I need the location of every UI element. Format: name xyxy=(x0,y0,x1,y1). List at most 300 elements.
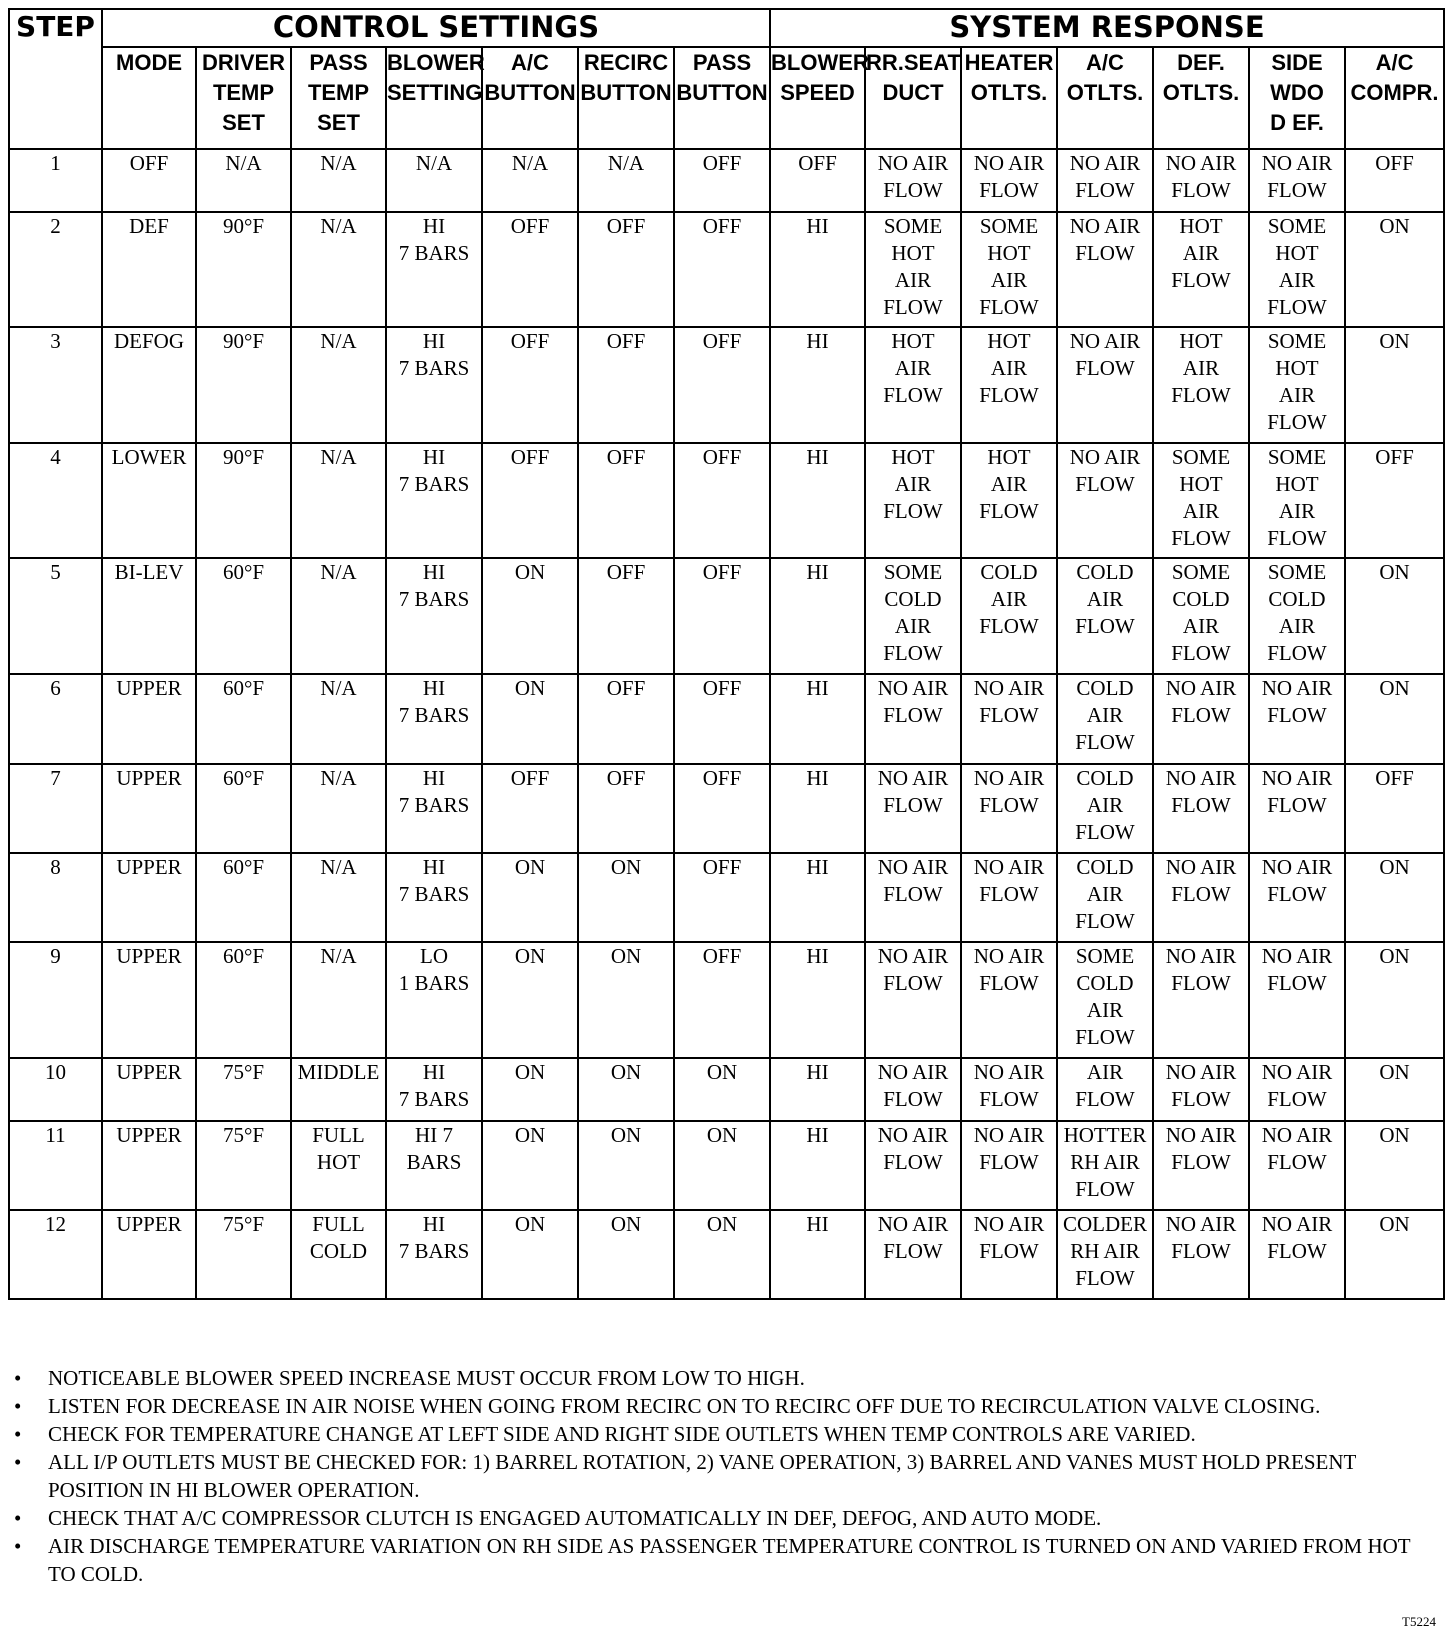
cell-line: FLOW xyxy=(1171,1087,1231,1111)
cell-line: FLOW xyxy=(979,703,1039,727)
cell-line: FLOW xyxy=(979,971,1039,995)
cell-line: AIR xyxy=(1086,587,1124,611)
cell-line: ON xyxy=(610,1123,642,1147)
note-text: LISTEN FOR DECREASE IN AIR NOISE WHEN GOING FROM RECIRC ON TO RECIRC OFF DUE TO RECIRCULATION VALVE CLOSING. xyxy=(48,1394,1321,1418)
table-cell xyxy=(770,1121,865,1210)
cell-line: UPPER xyxy=(116,1123,182,1147)
note-item xyxy=(12,1364,1432,1392)
cell-line: HI xyxy=(422,329,446,353)
cell-line: FLOW xyxy=(883,793,943,817)
bullet-icon: • xyxy=(14,1450,22,1474)
cell-line: SOME xyxy=(979,214,1039,238)
cell-line: FLOW xyxy=(979,178,1039,202)
cell-line: COLD xyxy=(980,560,1038,584)
cell-line: NO AIR xyxy=(1069,214,1141,238)
cell-line: COLD xyxy=(309,1239,368,1263)
cell-line: NO AIR xyxy=(1165,151,1237,175)
table-cell xyxy=(196,212,291,327)
table-cell xyxy=(386,1210,482,1299)
table-row xyxy=(9,558,1444,674)
step-number: 4 xyxy=(9,443,102,558)
column-header xyxy=(674,47,770,149)
cell-line: HOT xyxy=(891,445,935,469)
cell-line: 90°F xyxy=(222,329,265,353)
cell-line: N/A xyxy=(320,214,357,238)
cell-line: AIR xyxy=(894,356,932,380)
cell-line: NO AIR xyxy=(1165,855,1237,879)
table-cell xyxy=(865,327,961,443)
cell-line: 60°F xyxy=(222,944,265,968)
table-cell xyxy=(1153,1058,1249,1121)
cell-line: NO AIR xyxy=(1261,1060,1333,1084)
table-cell xyxy=(961,1210,1057,1299)
cell-line: FLOW xyxy=(1075,730,1135,754)
cell-line: HOT xyxy=(987,329,1031,353)
table-cell xyxy=(386,558,482,674)
table-cell xyxy=(674,558,770,674)
table-cell xyxy=(1345,764,1444,853)
control-settings-header: CONTROL SETTINGS xyxy=(102,9,770,47)
cell-line: COMPR. xyxy=(1350,80,1439,105)
cell-line: OFF xyxy=(606,676,646,700)
cell-line: FLOW xyxy=(979,882,1039,906)
table-cell xyxy=(961,853,1057,942)
table-cell xyxy=(865,1121,961,1210)
step-number: 2 xyxy=(9,212,102,327)
cell-line: OFF xyxy=(510,766,550,790)
cell-line: FLOW xyxy=(1267,641,1327,665)
cell-line: COLD xyxy=(1076,971,1134,995)
cell-line: RECIRC xyxy=(583,50,669,75)
column-header xyxy=(1057,47,1153,149)
cell-line: 60°F xyxy=(222,560,265,584)
table-cell xyxy=(102,853,196,942)
cell-line: TEMP xyxy=(307,80,370,105)
table-cell xyxy=(578,327,674,443)
cell-line: FLOW xyxy=(1171,641,1231,665)
cell-line: OFF xyxy=(798,151,837,175)
bullet-icon: • xyxy=(14,1422,22,1446)
table-cell xyxy=(1153,853,1249,942)
table-cell xyxy=(291,764,386,853)
cell-line: NO AIR xyxy=(973,855,1045,879)
cell-line: BARS xyxy=(406,1150,462,1174)
cell-line: NO AIR xyxy=(1261,944,1333,968)
cell-line: FLOW xyxy=(883,882,943,906)
cell-line: 90°F xyxy=(222,445,265,469)
table-cell xyxy=(482,212,578,327)
cell-line: UPPER xyxy=(116,944,182,968)
cell-line: ON xyxy=(706,1123,738,1147)
cell-line: ON xyxy=(514,676,546,700)
table-cell xyxy=(1057,149,1153,212)
table-cell xyxy=(1057,764,1153,853)
cell-line: NO AIR xyxy=(1261,676,1333,700)
cell-line: AIR xyxy=(1182,356,1220,380)
table-cell xyxy=(1153,558,1249,674)
table-cell xyxy=(386,853,482,942)
notes-list xyxy=(12,1364,1432,1588)
table-cell xyxy=(865,1210,961,1299)
cell-line: AIR xyxy=(1278,268,1316,292)
cell-line: FLOW xyxy=(1075,1177,1135,1201)
cell-line: FLOW xyxy=(1267,703,1327,727)
table-cell xyxy=(770,149,865,212)
table-cell xyxy=(674,1210,770,1299)
table-cell xyxy=(865,942,961,1058)
cell-line: SOME xyxy=(1267,560,1327,584)
table-cell xyxy=(578,1121,674,1210)
cell-line: NO AIR xyxy=(973,944,1045,968)
cell-line: FLOW xyxy=(883,703,943,727)
cell-line: OFF xyxy=(606,560,646,584)
cell-line: DEF. xyxy=(1177,50,1225,75)
cell-line: FULL xyxy=(312,1212,365,1236)
cell-line: HI xyxy=(806,214,829,238)
note-item xyxy=(12,1448,1432,1504)
cell-line: BLOWER xyxy=(771,50,869,75)
cell-line: FLOW xyxy=(1075,241,1135,265)
cell-line: ON xyxy=(610,1212,642,1236)
note-text: CHECK THAT A/C COMPRESSOR CLUTCH IS ENGAGED AUTOMATICALLY IN DEF, DEFOG, AND AUTO MODE. xyxy=(48,1506,1102,1530)
cell-line: NO AIR xyxy=(973,766,1045,790)
cell-line: N/A xyxy=(320,676,357,700)
table-cell xyxy=(1345,149,1444,212)
cell-line: UPPER xyxy=(116,766,182,790)
table-cell xyxy=(770,764,865,853)
table-cell xyxy=(578,443,674,558)
cell-line: HOT xyxy=(1179,214,1223,238)
cell-line: FLOW xyxy=(883,1087,943,1111)
column-header xyxy=(1345,47,1444,149)
cell-line: N/A xyxy=(320,855,357,879)
cell-line: NO AIR xyxy=(877,151,949,175)
cell-line: HI xyxy=(422,214,446,238)
cell-line: BUTTON xyxy=(676,80,768,105)
table-cell xyxy=(1345,212,1444,327)
cell-line: SPEED xyxy=(780,80,855,105)
table-cell xyxy=(1057,212,1153,327)
cell-line: ON xyxy=(1379,676,1410,700)
column-header xyxy=(578,47,674,149)
cell-line: NO AIR xyxy=(877,766,949,790)
cell-line: AIR xyxy=(1278,499,1316,523)
table-cell xyxy=(386,443,482,558)
cell-line: OFF xyxy=(510,445,550,469)
table-cell xyxy=(578,1210,674,1299)
cell-line: NO AIR xyxy=(1165,1060,1237,1084)
table-cell xyxy=(196,1121,291,1210)
bullet-icon: • xyxy=(14,1506,22,1530)
table-row xyxy=(9,1121,1444,1210)
cell-line: FLOW xyxy=(1075,1087,1135,1111)
step-number: 10 xyxy=(9,1058,102,1121)
table-cell xyxy=(196,942,291,1058)
figure-id: T5224 xyxy=(1402,1614,1436,1629)
table-cell xyxy=(1345,1210,1444,1299)
table-cell xyxy=(674,327,770,443)
cell-line: ON xyxy=(514,1123,546,1147)
table-cell xyxy=(674,764,770,853)
cell-line: UPPER xyxy=(116,676,182,700)
cell-line: HOTTER xyxy=(1063,1123,1147,1147)
cell-line: HOT xyxy=(1179,329,1223,353)
cell-line: N/A xyxy=(320,944,357,968)
cell-line: FLOW xyxy=(979,1087,1039,1111)
cell-line: MODE xyxy=(116,50,182,75)
column-header xyxy=(196,47,291,149)
column-header xyxy=(482,47,578,149)
cell-line: SOME xyxy=(883,560,943,584)
cell-line: ON xyxy=(610,1060,642,1084)
cell-line: SOME xyxy=(1267,329,1327,353)
cell-line: FLOW xyxy=(883,971,943,995)
table-cell xyxy=(386,1121,482,1210)
table-cell xyxy=(1249,149,1345,212)
table-cell xyxy=(865,558,961,674)
cell-line: HOT xyxy=(316,1150,361,1174)
table-cell xyxy=(291,674,386,764)
cell-line: FLOW xyxy=(1171,793,1231,817)
cell-line: LOWER xyxy=(111,445,187,469)
cell-line: OFF xyxy=(702,329,742,353)
cell-line: ON xyxy=(1379,1123,1410,1147)
cell-line: ON xyxy=(706,1060,738,1084)
cell-line: COLD xyxy=(1172,587,1230,611)
table-cell xyxy=(1249,327,1345,443)
cell-line: FLOW xyxy=(883,295,943,319)
cell-line: COLDER xyxy=(1063,1212,1147,1236)
table-cell xyxy=(1057,443,1153,558)
cell-line: 7 BARS xyxy=(398,241,470,265)
table-cell xyxy=(770,558,865,674)
cell-line: OFF xyxy=(510,329,550,353)
table-cell xyxy=(196,327,291,443)
table-cell xyxy=(1153,764,1249,853)
cell-line: SOME xyxy=(1171,560,1231,584)
table-cell xyxy=(1057,558,1153,674)
table-cell xyxy=(196,674,291,764)
step-number: 7 xyxy=(9,764,102,853)
cell-line: BLOWER xyxy=(387,50,485,75)
column-header xyxy=(102,47,196,149)
table-cell xyxy=(196,1058,291,1121)
table-cell xyxy=(1057,1210,1153,1299)
cell-line: COLD xyxy=(1076,676,1134,700)
cell-line: FLOW xyxy=(979,383,1039,407)
cell-line: FLOW xyxy=(1075,614,1135,638)
table-cell xyxy=(102,443,196,558)
cell-line: N/A xyxy=(607,151,645,175)
note-text: CHECK FOR TEMPERATURE CHANGE AT LEFT SIDE AND RIGHT SIDE OUTLETS WHEN TEMP CONTROLS ARE VARIED. xyxy=(48,1422,1196,1446)
cell-line: FULL xyxy=(312,1123,365,1147)
table-cell xyxy=(1153,327,1249,443)
cell-line: HEATER xyxy=(964,50,1054,75)
table-cell xyxy=(482,558,578,674)
cell-line: 90°F xyxy=(222,214,265,238)
table-cell xyxy=(196,853,291,942)
table-cell xyxy=(1153,1121,1249,1210)
cell-line: ON xyxy=(610,944,642,968)
cell-line: UPPER xyxy=(116,1212,182,1236)
table-cell xyxy=(1249,443,1345,558)
cell-line: N/A xyxy=(415,151,453,175)
cell-line: PASS xyxy=(692,50,752,75)
cell-line: NO AIR xyxy=(877,1060,949,1084)
cell-line: HOT xyxy=(891,329,935,353)
table-cell xyxy=(102,942,196,1058)
table-cell xyxy=(102,764,196,853)
cell-line: FLOW xyxy=(1267,882,1327,906)
table-cell xyxy=(482,942,578,1058)
cell-line: SIDE xyxy=(1271,50,1323,75)
table-cell xyxy=(102,674,196,764)
cell-line: 7 BARS xyxy=(398,793,470,817)
table-cell xyxy=(1057,327,1153,443)
cell-line: HOT xyxy=(1179,472,1223,496)
table-cell xyxy=(961,674,1057,764)
table-cell xyxy=(1057,674,1153,764)
cell-line: ON xyxy=(610,855,642,879)
cell-line: N/A xyxy=(320,329,357,353)
step-header: STEP xyxy=(9,9,102,149)
table-cell xyxy=(961,1121,1057,1210)
cell-line: FLOW xyxy=(1267,410,1327,434)
cell-line: N/A xyxy=(320,766,357,790)
cell-line: FLOW xyxy=(979,1239,1039,1263)
table-cell xyxy=(770,674,865,764)
table-cell xyxy=(578,674,674,764)
cell-line: ON xyxy=(514,1060,546,1084)
table-cell xyxy=(578,942,674,1058)
cell-line: RH AIR xyxy=(1070,1150,1140,1174)
cell-line: NO AIR xyxy=(877,1212,949,1236)
cell-line: SET xyxy=(222,110,265,135)
cell-line: FLOW xyxy=(1267,1087,1327,1111)
table-cell xyxy=(1153,212,1249,327)
table-cell xyxy=(196,443,291,558)
step-number: 9 xyxy=(9,942,102,1058)
cell-line: OFF xyxy=(702,445,742,469)
cell-line: FLOW xyxy=(883,1150,943,1174)
table-cell xyxy=(1249,558,1345,674)
table-cell xyxy=(674,212,770,327)
table-cell xyxy=(674,942,770,1058)
cell-line: AIR xyxy=(1182,614,1220,638)
table-cell xyxy=(578,212,674,327)
table-cell xyxy=(770,443,865,558)
table-cell xyxy=(1249,942,1345,1058)
table-cell xyxy=(1153,443,1249,558)
cell-line: HI xyxy=(422,676,446,700)
cell-line: NO AIR xyxy=(1261,1212,1333,1236)
cell-line: ON xyxy=(1379,1060,1410,1084)
table-cell xyxy=(1249,674,1345,764)
table-cell xyxy=(291,853,386,942)
cell-line: N/A xyxy=(320,445,357,469)
cell-line: HI xyxy=(806,445,829,469)
table-cell xyxy=(578,1058,674,1121)
cell-line: ON xyxy=(706,1212,738,1236)
cell-line: FLOW xyxy=(1267,1239,1327,1263)
cell-line: TEMP xyxy=(212,80,275,105)
cell-line: A/C xyxy=(1086,50,1124,75)
cell-line: OFF xyxy=(702,676,742,700)
table-cell xyxy=(674,1058,770,1121)
cell-line: COLD xyxy=(1076,766,1134,790)
cell-line: OFF xyxy=(702,766,742,790)
table-cell xyxy=(1249,1121,1345,1210)
cell-line: AIR xyxy=(1182,499,1220,523)
cell-line: FLOW xyxy=(1171,1150,1231,1174)
cell-line: FLOW xyxy=(1171,1239,1231,1263)
table-cell xyxy=(482,1210,578,1299)
cell-line: N/A xyxy=(511,151,549,175)
table-cell xyxy=(1249,1058,1345,1121)
cell-line: OFF xyxy=(606,445,646,469)
cell-line: 7 BARS xyxy=(398,703,470,727)
table-cell xyxy=(1153,942,1249,1058)
cell-line: SET xyxy=(317,110,360,135)
cell-line: FLOW xyxy=(1075,356,1135,380)
cell-line: OFF xyxy=(1375,766,1414,790)
cell-line: UPPER xyxy=(116,1060,182,1084)
cell-line: FLOW xyxy=(883,499,943,523)
cell-line: OFF xyxy=(702,944,742,968)
table-row xyxy=(9,674,1444,764)
cell-line: 7 BARS xyxy=(398,472,470,496)
table-cell xyxy=(770,1210,865,1299)
table-cell xyxy=(674,853,770,942)
cell-line: HI xyxy=(806,1060,829,1084)
table-row xyxy=(9,443,1444,558)
table-cell xyxy=(386,764,482,853)
cell-line: AIR xyxy=(1086,793,1124,817)
table-cell xyxy=(102,212,196,327)
cell-line: HI xyxy=(806,560,829,584)
cell-line: HOT xyxy=(891,241,935,265)
table-cell xyxy=(291,942,386,1058)
cell-line: NO AIR xyxy=(1261,766,1333,790)
column-header xyxy=(291,47,386,149)
table-row xyxy=(9,1210,1444,1299)
cell-line: FLOW xyxy=(1267,295,1327,319)
table-cell xyxy=(674,674,770,764)
table-cell xyxy=(1345,942,1444,1058)
column-header xyxy=(865,47,961,149)
table-cell xyxy=(482,327,578,443)
cell-line: FLOW xyxy=(979,793,1039,817)
cell-line: COLD xyxy=(1268,587,1326,611)
note-text: ALL I/P OUTLETS MUST BE CHECKED FOR: 1) BARREL ROTATION, 2) VANE OPERATION, 3) BARREL AND VANES MUST HOLD PRESENT POSITION IN HI BLOWER OPERATION. xyxy=(48,1450,1356,1502)
cell-line: HOT xyxy=(1275,356,1319,380)
table-cell xyxy=(865,149,961,212)
cell-line: A/C xyxy=(1375,50,1414,75)
group-header-row xyxy=(9,9,1444,47)
cell-line: NO AIR xyxy=(877,1123,949,1147)
cell-line: FLOW xyxy=(1171,882,1231,906)
table-cell xyxy=(291,1210,386,1299)
cell-line: AIR xyxy=(1278,383,1316,407)
table-cell xyxy=(961,149,1057,212)
cell-line: NO AIR xyxy=(1261,855,1333,879)
cell-line: UPPER xyxy=(116,855,182,879)
cell-line: FLOW xyxy=(1171,703,1231,727)
cell-line: OFF xyxy=(510,214,550,238)
step-number: 6 xyxy=(9,674,102,764)
cell-line: AIR xyxy=(1182,241,1220,265)
cell-line: OTLTS. xyxy=(1066,80,1144,105)
